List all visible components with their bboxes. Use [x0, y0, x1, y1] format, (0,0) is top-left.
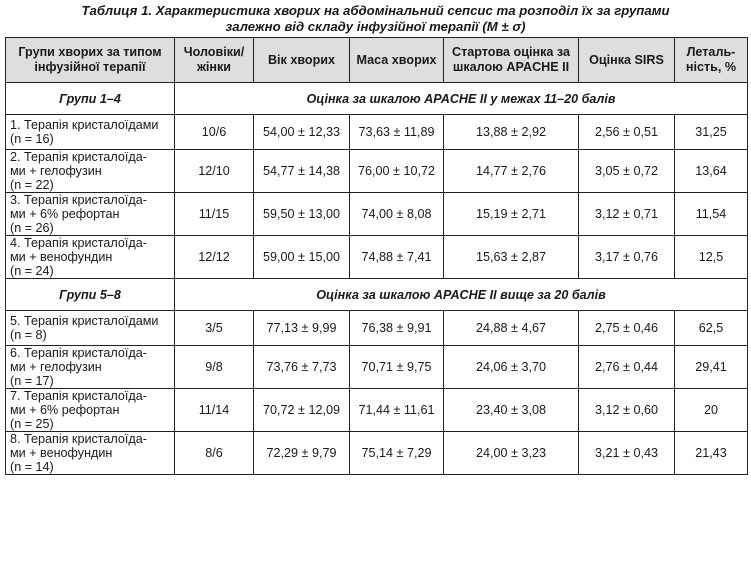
sirs-value: 3,12 ± 0,60 — [579, 389, 675, 432]
group-header-row — [6, 279, 748, 311]
group-header-row — [6, 83, 748, 115]
sirs-value: 2,75 ± 0,46 — [579, 311, 675, 346]
mass-value: 73,63 ± 11,89 — [350, 115, 444, 150]
apache-value: 24,00 ± 3,23 — [444, 432, 579, 475]
table-row — [6, 432, 748, 475]
table-row — [6, 115, 748, 150]
data-table — [5, 37, 748, 475]
therapy-name: 4. Терапія кристалоїда- ми + венофундин (n = 24) — [6, 236, 175, 279]
mortality-value: 21,43 — [675, 432, 748, 475]
age-value: 73,76 ± 7,73 — [254, 346, 350, 389]
sirs-value: 2,76 ± 0,44 — [579, 346, 675, 389]
sirs-value: 3,21 ± 0,43 — [579, 432, 675, 475]
table-row — [6, 311, 748, 346]
header-sex: Чоловіки/ жінки — [175, 38, 254, 83]
table-row — [6, 193, 748, 236]
mass-value: 74,00 ± 8,08 — [350, 193, 444, 236]
apache-value: 15,19 ± 2,71 — [444, 193, 579, 236]
sirs-value: 3,12 ± 0,71 — [579, 193, 675, 236]
apache-value: 13,88 ± 2,92 — [444, 115, 579, 150]
mass-value: 75,14 ± 7,29 — [350, 432, 444, 475]
mass-value: 71,44 ± 11,61 — [350, 389, 444, 432]
therapy-name: 2. Терапія кристалоїда- ми + гелофузин (n = 22) — [6, 150, 175, 193]
apache-value: 23,40 ± 3,08 — [444, 389, 579, 432]
sirs-value: 3,05 ± 0,72 — [579, 150, 675, 193]
table-row — [6, 389, 748, 432]
header-mass: Маса хворих — [350, 38, 444, 83]
apache-value: 15,63 ± 2,87 — [444, 236, 579, 279]
mortality-value: 62,5 — [675, 311, 748, 346]
apache-value: 24,88 ± 4,67 — [444, 311, 579, 346]
table-row — [6, 346, 748, 389]
header-apache: Стартова оцінка за шкалою APACHE II — [444, 38, 579, 83]
sirs-value: 2,56 ± 0,51 — [579, 115, 675, 150]
caption-line-2: залежно від складу інфузійної терапії (M ± σ) — [225, 19, 526, 34]
header-mortality: Леталь- ність, % — [675, 38, 748, 83]
age-value: 77,13 ± 9,99 — [254, 311, 350, 346]
group-description: Оцінка за шкалою APACHE II вище за 20 балів — [175, 279, 748, 311]
sex-ratio: 11/15 — [175, 193, 254, 236]
mortality-value: 11,54 — [675, 193, 748, 236]
caption-line-1: Таблиця 1. Характеристика хворих на абдомінальний сепсис та розподіл їх за групами — [81, 3, 670, 18]
age-value: 70,72 ± 12,09 — [254, 389, 350, 432]
therapy-name: 6. Терапія кристалоїда- ми + гелофузин (n = 17) — [6, 346, 175, 389]
apache-value: 14,77 ± 2,76 — [444, 150, 579, 193]
sex-ratio: 12/12 — [175, 236, 254, 279]
table-caption — [0, 3, 751, 35]
mass-value: 74,88 ± 7,41 — [350, 236, 444, 279]
mortality-value: 31,25 — [675, 115, 748, 150]
age-value: 59,50 ± 13,00 — [254, 193, 350, 236]
sirs-value: 3,17 ± 0,76 — [579, 236, 675, 279]
sex-ratio: 11/14 — [175, 389, 254, 432]
table-row — [6, 150, 748, 193]
group-label: Групи 5–8 — [6, 279, 175, 311]
sex-ratio: 3/5 — [175, 311, 254, 346]
mass-value: 70,71 ± 9,75 — [350, 346, 444, 389]
group-label: Групи 1–4 — [6, 83, 175, 115]
mortality-value: 12,5 — [675, 236, 748, 279]
mortality-value: 20 — [675, 389, 748, 432]
therapy-name: 5. Терапія кристалоїдами (n = 8) — [6, 311, 175, 346]
mass-value: 76,00 ± 10,72 — [350, 150, 444, 193]
table-body — [6, 83, 748, 475]
header-row — [6, 38, 748, 83]
therapy-name: 1. Терапія кристалоїдами (n = 16) — [6, 115, 175, 150]
age-value: 54,77 ± 14,38 — [254, 150, 350, 193]
age-value: 54,00 ± 12,33 — [254, 115, 350, 150]
mortality-value: 29,41 — [675, 346, 748, 389]
age-value: 59,00 ± 15,00 — [254, 236, 350, 279]
sex-ratio: 12/10 — [175, 150, 254, 193]
mass-value: 76,38 ± 9,91 — [350, 311, 444, 346]
apache-value: 24,06 ± 3,70 — [444, 346, 579, 389]
table-row — [6, 236, 748, 279]
group-description: Оцінка за шкалою APACHE II у межах 11–20 балів — [175, 83, 748, 115]
sex-ratio: 8/6 — [175, 432, 254, 475]
therapy-name: 8. Терапія кристалоїда- ми + венофундин (n = 14) — [6, 432, 175, 475]
header-group: Групи хворих за типом інфузійної терапії — [6, 38, 175, 83]
age-value: 72,29 ± 9,79 — [254, 432, 350, 475]
mortality-value: 13,64 — [675, 150, 748, 193]
header-sirs: Оцінка SIRS — [579, 38, 675, 83]
therapy-name: 3. Терапія кристалоїда- ми + 6% рефортан (n = 26) — [6, 193, 175, 236]
sex-ratio: 9/8 — [175, 346, 254, 389]
header-age: Вік хворих — [254, 38, 350, 83]
therapy-name: 7. Терапія кристалоїда- ми + 6% рефортан (n = 25) — [6, 389, 175, 432]
sex-ratio: 10/6 — [175, 115, 254, 150]
